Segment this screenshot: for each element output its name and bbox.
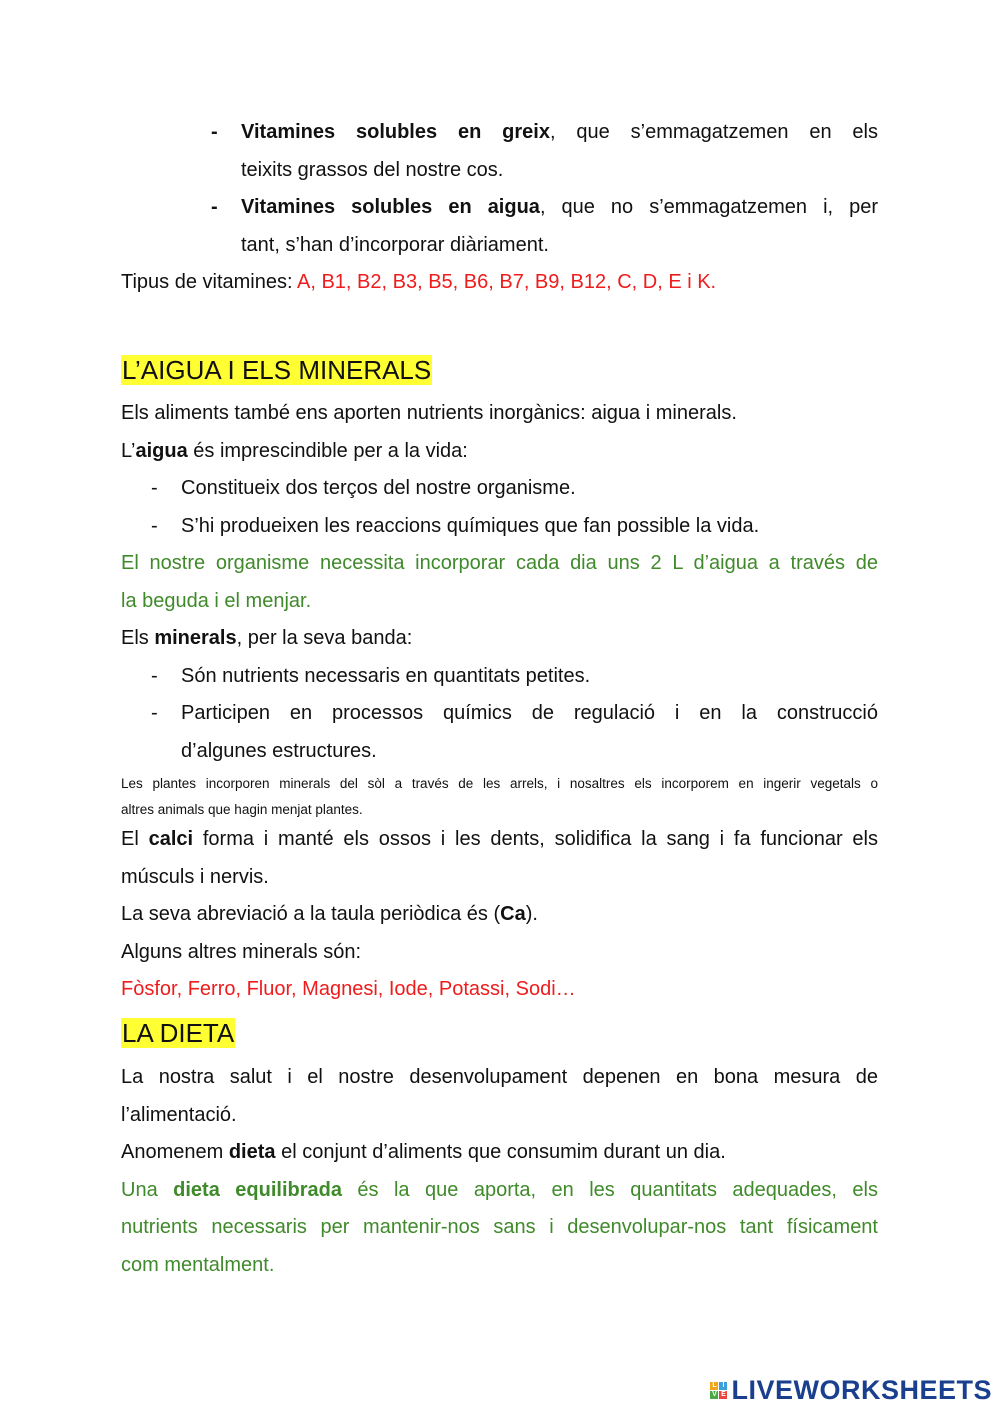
logo-text: LIVEWORKSHEETS: [731, 1375, 992, 1405]
heading-water-minerals: L’AIGUA I ELS MINERALS: [122, 355, 432, 385]
water-intro: L’aigua és imprescindible per a la vida:: [121, 439, 468, 462]
balanced-diet: Una dieta equilibrada és la que aporta, en les quantitats adequades, els: [121, 1178, 878, 1201]
vitamins-section: - Vitamines solubles en greix, que s’emmagatzemen en els teixits grassos del nostre cos. - Vitamines solubles en aigua, que no s’emmagatzemen i, per tant, s’han d’incorporar diàriament. Tipus de vitamines: A, B1, B2, B3, B5, B6, B7, B9, B12, C, D, E i K.: [121, 114, 878, 302]
minerals-intro: Els minerals, per la seva banda:: [121, 627, 413, 649]
diet-p1: La nostra salut i el nostre desenvolupament depenen en bona mesura de: [121, 1066, 878, 1088]
water-note: El nostre organisme necessita incorporar cada dia uns 2 L d’aigua a través de: [121, 552, 878, 574]
intro-text: Els aliments també ens aporten nutrients inorgànics: aigua i minerals.: [121, 402, 737, 424]
water-minerals-body: Els aliments també ens aporten nutrients inorgànics: aigua i minerals. L’aigua és imprescindible per a la vida: - Constitueix dos terços del nostre organisme. - S’hi produeixen les reaccions químiques que fan possible la vida. El nostre organisme necessita incorporar cada dia uns 2 L d’aigua a través de la beguda i el menjar. Els minerals, per la seva banda: - Són nutrients necessaris en quantitats petites. - Participen en processos químics de regulació i en la construcció d’algunes estructures. Les plantes incorporen minerals del sòl a través de les arrels, i nosaltres els incorporem en ingerir vegetals o altres animals que hagin menjat plantes. El calci forma i manté els ossos i les dents, solidifica la sang i fa funcionar els músculs i nervis. La seva abreviació a la taula periòdica és (Ca). Alguns altres minerals són: Fòsfor, Ferro, Fluor, Magnesi, Iode, Potassi, Sodi…: [121, 395, 878, 1009]
calcium-text: El calci forma i manté els ossos i les dents, solidifica la sang i fa funcionar els: [121, 828, 878, 850]
diet-definition: Anomenem dieta el conjunt d’aliments que consumim durant un dia.: [121, 1141, 726, 1163]
vitamin-types-list: A, B1, B2, B3, B5, B6, B7, B9, B12, C, D, E i K.: [297, 271, 717, 293]
mineral-item: - Són nutrients necessaris en quantitats petites.: [151, 664, 591, 687]
bullet-fat-soluble: - Vitamines solubles en greix, que s’emmagatzemen en els: [211, 121, 878, 143]
liveworksheets-logo: [710, 1375, 992, 1406]
mineral-item: - Participen en processos químics de regulació i en la construcció: [151, 702, 878, 724]
diet-body: La nostra salut i el nostre desenvolupament depenen en bona mesura de l’alimentació. Anomenem dieta el conjunt d’aliments que consumim durant un dia. Una dieta equilibrada és la que aporta, en les quantitats adequades, els nutrients necessaris per mantenir-nos sans i desenvolupar-nos tant físicament com mentalment.: [121, 1059, 878, 1284]
logo-mark-icon: L I V E: [712, 1382, 726, 1398]
plants-note: Les plantes incorporen minerals del sòl a través de les arrels, i nosaltres els incorporem en ingerir vegetals o: [121, 776, 878, 791]
water-item: - Constitueix dos terços del nostre organisme.: [151, 477, 576, 499]
bullet-water-soluble: - Vitamines solubles en aigua, que no s’emmagatzemen i, per: [211, 196, 879, 218]
other-minerals-list: Fòsfor, Ferro, Fluor, Magnesi, Iode, Potassi, Sodi…: [121, 978, 576, 1000]
heading-diet: LA DIETA: [122, 1018, 235, 1048]
water-item: - S’hi produeixen les reaccions químiques que fan possible la vida.: [151, 514, 760, 537]
other-minerals-label: Alguns altres minerals són:: [121, 940, 362, 963]
vitamin-types: Tipus de vitamines: A, B1, B2, B3, B5, B6, B7, B9, B12, C, D, E i K.: [121, 271, 717, 293]
calcium-abbreviation: La seva abreviació a la taula periòdica és (Ca).: [121, 903, 538, 925]
